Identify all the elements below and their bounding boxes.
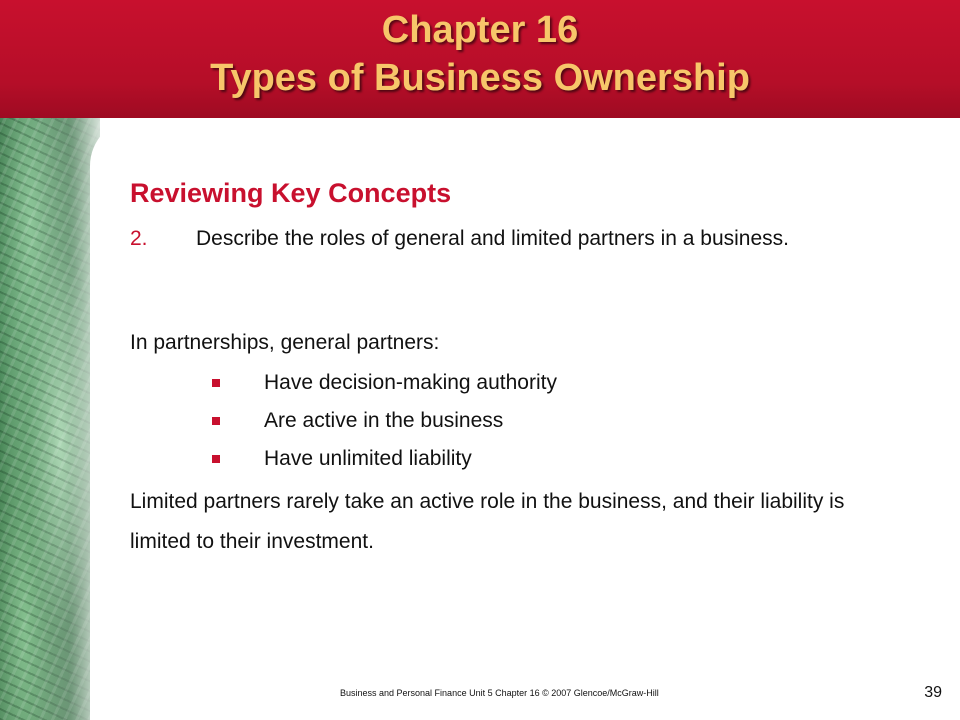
- slide-title-line2: Types of Business Ownership: [210, 57, 750, 99]
- question-number: 2.: [130, 227, 148, 250]
- question-text: Describe the roles of general and limited partners in a business.: [196, 227, 789, 250]
- money-background-image: [0, 100, 100, 720]
- square-bullet-icon: [212, 417, 220, 425]
- list-item-text: Have decision-making authority: [264, 371, 557, 394]
- list-item-text: Are active in the business: [264, 409, 504, 432]
- slide-title: [0, 6, 960, 102]
- square-bullet-icon: [212, 379, 220, 387]
- intro-text: In partnerships, general partners:: [130, 331, 440, 354]
- page-number: 39: [924, 684, 942, 701]
- square-bullet-icon: [212, 455, 220, 463]
- list-item-text: Have unlimited liability: [264, 447, 472, 470]
- slide-title-line1: Chapter 16: [381, 9, 579, 51]
- section-heading: Reviewing Key Concepts: [130, 178, 452, 208]
- closing-paragraph: Limited partners rarely take an active role in the business, and their liability is limited to their investment.: [130, 490, 845, 553]
- footer-credit: Business and Personal Finance Unit 5 Chapter 16 © 2007 Glencoe/McGraw-Hill: [340, 688, 659, 698]
